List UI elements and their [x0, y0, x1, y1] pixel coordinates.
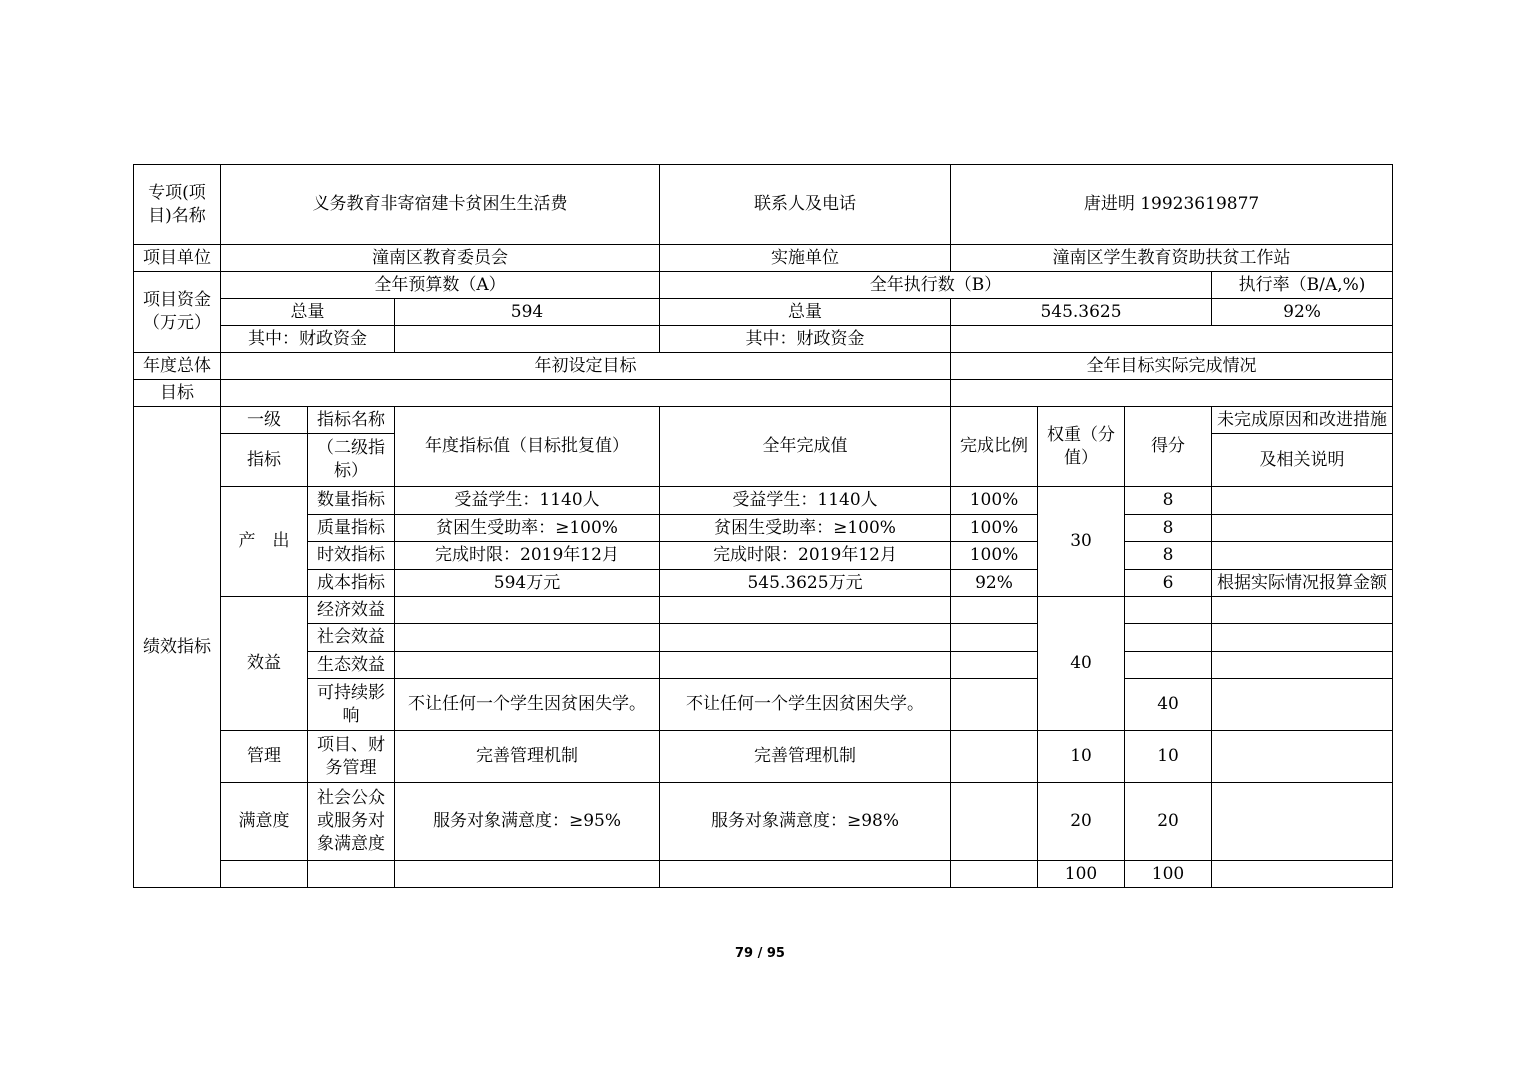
satis-reason [1212, 783, 1393, 861]
row-reason [1212, 487, 1393, 515]
total-label: 总量 [221, 299, 395, 326]
row-name: 数量指标 [308, 487, 395, 515]
row-name: 成本指标 [308, 570, 395, 597]
goals-initial-value [221, 380, 951, 407]
satis-weight: 20 [1038, 783, 1125, 861]
fiscal-budget [395, 326, 660, 353]
mgmt-actual: 完善管理机制 [660, 731, 951, 783]
mgmt-target: 完善管理机制 [395, 731, 660, 783]
row-target: 594万元 [395, 570, 660, 597]
project-name-label: 专项(项目)名称 [134, 165, 221, 245]
benefit-label: 效益 [221, 597, 308, 731]
output-label: 产 出 [221, 487, 308, 597]
row-name: 社会效益 [308, 624, 395, 652]
row-actual: 不让任何一个学生因贫困失学。 [660, 679, 951, 731]
total-budget: 594 [395, 299, 660, 326]
row-ratio: 100% [951, 542, 1038, 570]
row-score: 8 [1125, 487, 1212, 515]
row-target: 贫困生受助率：≥100% [395, 515, 660, 542]
row-actual: 贫困生受助率：≥100% [660, 515, 951, 542]
total-name [308, 861, 395, 888]
h-score: 得分 [1125, 407, 1212, 487]
exec-rate: 92% [1212, 299, 1393, 326]
h-reason-a: 未完成原因和改进措施 [1212, 407, 1393, 434]
row-score: 8 [1125, 515, 1212, 542]
row-name: 时效指标 [308, 542, 395, 570]
total-level1 [221, 861, 308, 888]
fiscal-exec [951, 326, 1393, 353]
satis-level1: 满意度 [221, 783, 308, 861]
row-target [395, 624, 660, 652]
row-actual: 545.3625万元 [660, 570, 951, 597]
satis-actual: 服务对象满意度：≥98% [660, 783, 951, 861]
row-reason [1212, 542, 1393, 570]
row-actual: 受益学生：1140人 [660, 487, 951, 515]
mgmt-reason [1212, 731, 1393, 783]
row-ratio: 92% [951, 570, 1038, 597]
row-reason: 根据实际情况报算金额 [1212, 570, 1393, 597]
page-number: 79 / 95 [735, 946, 785, 961]
goals-label-1: 年度总体 [134, 353, 221, 380]
row-score [1125, 652, 1212, 679]
output-weight: 30 [1038, 487, 1125, 597]
total-exec: 545.3625 [951, 299, 1212, 326]
exec-header: 全年执行数（B） [660, 272, 1212, 299]
mgmt-score: 10 [1125, 731, 1212, 783]
row-actual [660, 597, 951, 624]
row-target: 不让任何一个学生因贫困失学。 [395, 679, 660, 731]
row-target: 受益学生：1140人 [395, 487, 660, 515]
row-name: 经济效益 [308, 597, 395, 624]
funds-label: 项目资金（万元） [134, 272, 221, 353]
h-level1-a: 一级 [221, 407, 308, 434]
impl-label: 实施单位 [660, 245, 951, 272]
performance-table [133, 164, 1393, 888]
impl-value: 潼南区学生教育资助扶贫工作站 [951, 245, 1393, 272]
fiscal-label: 其中：财政资金 [221, 326, 395, 353]
h-weight: 权重（分值） [1038, 407, 1125, 487]
row-ratio [951, 597, 1038, 624]
row-score: 8 [1125, 542, 1212, 570]
h-target: 年度指标值（目标批复值） [395, 407, 660, 487]
goals-initial: 年初设定目标 [221, 353, 951, 380]
mgmt-ratio [951, 731, 1038, 783]
row-name: 生态效益 [308, 652, 395, 679]
satis-ratio [951, 783, 1038, 861]
fiscal-label-2: 其中：财政资金 [660, 326, 951, 353]
total-target [395, 861, 660, 888]
row-score [1125, 597, 1212, 624]
h-reason-b: 及相关说明 [1212, 434, 1393, 487]
row-name: 可持续影响 [308, 679, 395, 731]
row-target [395, 652, 660, 679]
total-score: 100 [1125, 861, 1212, 888]
rate-header: 执行率（B/A,%) [1212, 272, 1393, 299]
row-ratio [951, 652, 1038, 679]
goals-label-2: 目标 [134, 380, 221, 407]
row-target: 完成时限：2019年12月 [395, 542, 660, 570]
unit-label: 项目单位 [134, 245, 221, 272]
row-reason [1212, 515, 1393, 542]
h-level1-b: 指标 [221, 434, 308, 487]
unit-value: 潼南区教育委员会 [221, 245, 660, 272]
h-name-b: （二级指标） [308, 434, 395, 487]
total-reason [1212, 861, 1393, 888]
row-actual [660, 652, 951, 679]
perf-label: 绩效指标 [134, 407, 221, 888]
satis-name: 社会公众或服务对象满意度 [308, 783, 395, 861]
h-actual: 全年完成值 [660, 407, 951, 487]
satis-score: 20 [1125, 783, 1212, 861]
total-ratio [951, 861, 1038, 888]
row-ratio [951, 624, 1038, 652]
row-ratio: 100% [951, 515, 1038, 542]
row-name: 质量指标 [308, 515, 395, 542]
goals-actual-value [951, 380, 1393, 407]
row-reason [1212, 624, 1393, 652]
total-actual [660, 861, 951, 888]
goals-actual: 全年目标实际完成情况 [951, 353, 1393, 380]
total-label-2: 总量 [660, 299, 951, 326]
row-ratio [951, 679, 1038, 731]
row-score: 40 [1125, 679, 1212, 731]
row-reason [1212, 597, 1393, 624]
mgmt-level1: 管理 [221, 731, 308, 783]
total-weight: 100 [1038, 861, 1125, 888]
row-reason [1212, 679, 1393, 731]
contact-label: 联系人及电话 [660, 165, 951, 245]
row-actual [660, 624, 951, 652]
benefit-weight: 40 [1038, 597, 1125, 731]
row-target [395, 597, 660, 624]
row-ratio: 100% [951, 487, 1038, 515]
satis-target: 服务对象满意度：≥95% [395, 783, 660, 861]
h-name-a: 指标名称 [308, 407, 395, 434]
row-score [1125, 624, 1212, 652]
row-score: 6 [1125, 570, 1212, 597]
mgmt-name: 项目、财务管理 [308, 731, 395, 783]
row-reason [1212, 652, 1393, 679]
contact-value: 唐进明 19923619877 [951, 165, 1393, 245]
row-actual: 完成时限：2019年12月 [660, 542, 951, 570]
budget-header: 全年预算数（A） [221, 272, 660, 299]
h-ratio: 完成比例 [951, 407, 1038, 487]
mgmt-weight: 10 [1038, 731, 1125, 783]
project-name-value: 义务教育非寄宿建卡贫困生生活费 [221, 165, 660, 245]
